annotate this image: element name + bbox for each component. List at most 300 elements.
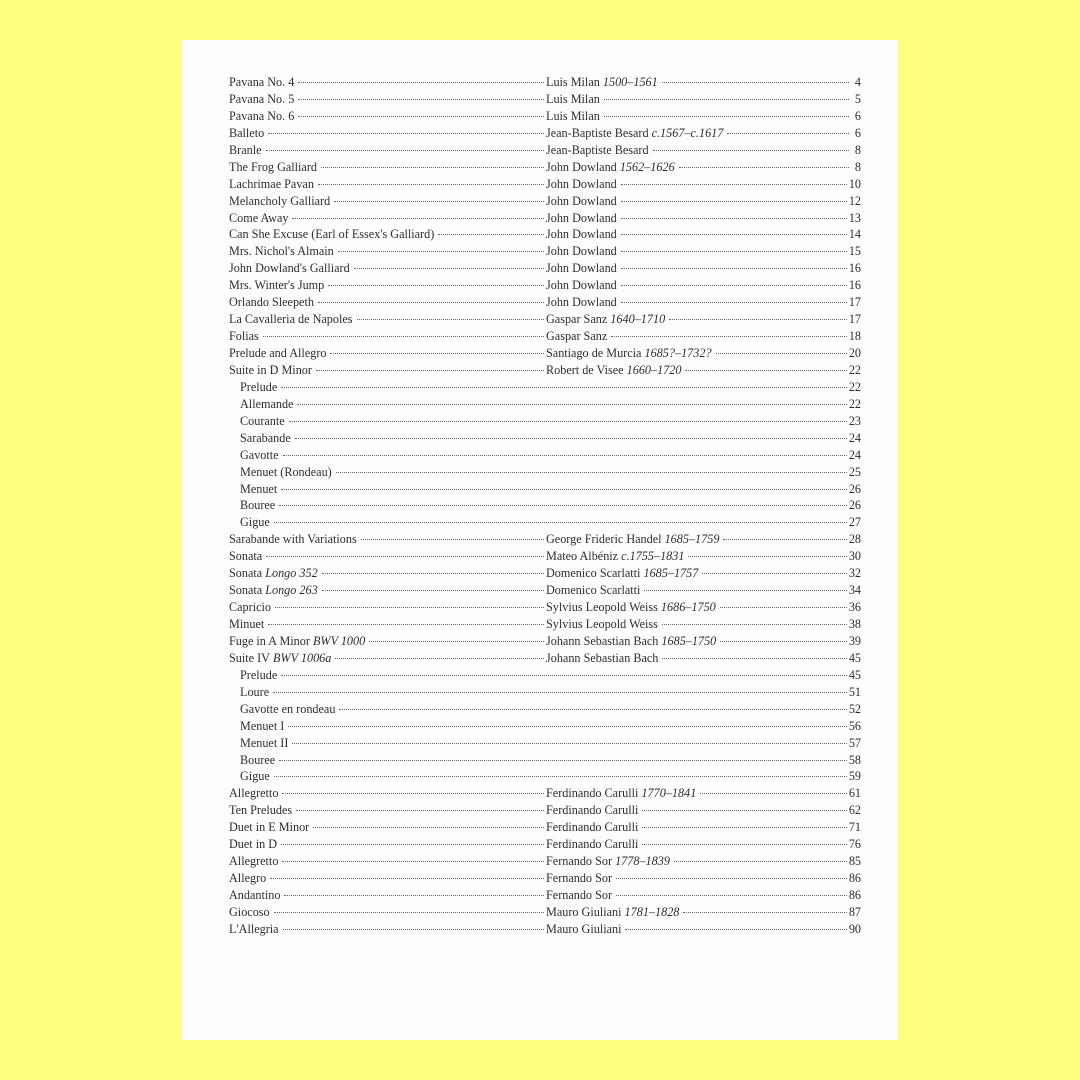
entry-title: Prelude bbox=[240, 379, 278, 394]
composer-dates: 1562–1626 bbox=[619, 159, 675, 174]
toc-entry bbox=[229, 667, 861, 684]
entry-title: Bouree bbox=[240, 498, 276, 513]
composer-dates: 1686–1750 bbox=[660, 600, 716, 615]
page-number: 14 bbox=[848, 227, 861, 242]
dot-leader bbox=[330, 353, 544, 354]
toc-entry bbox=[229, 768, 861, 785]
title-cell bbox=[229, 785, 546, 802]
title-cell bbox=[229, 752, 861, 769]
entry-title: Allegro bbox=[229, 871, 267, 886]
composer-name: Domenico Scarlatti bbox=[546, 566, 641, 581]
dot-leader bbox=[679, 167, 849, 168]
toc-entry bbox=[229, 887, 861, 904]
entry-title: Minuet bbox=[229, 617, 265, 631]
entry-title: Suite IV bbox=[229, 650, 270, 665]
dot-leader bbox=[292, 218, 544, 219]
toc-entry bbox=[229, 142, 861, 159]
toc-entry bbox=[229, 836, 861, 853]
entry-title: Gigue bbox=[240, 769, 270, 784]
title-cell bbox=[229, 836, 546, 853]
entry-title-catalog: Longo 352 bbox=[265, 566, 318, 581]
title-cell bbox=[229, 531, 546, 548]
dot-leader bbox=[621, 184, 847, 185]
page-number: 45 bbox=[848, 667, 861, 682]
entry-title: Andantino bbox=[229, 888, 281, 902]
page-number: 24 bbox=[848, 447, 861, 462]
page-number: 71 bbox=[848, 820, 861, 835]
entry-title: The Frog Galliard bbox=[229, 159, 317, 174]
toc-entry bbox=[229, 294, 861, 311]
toc-entry bbox=[229, 210, 861, 227]
composer-cell bbox=[546, 91, 861, 108]
title-cell bbox=[229, 277, 546, 294]
page-number: 5 bbox=[854, 91, 861, 106]
title-cell bbox=[229, 819, 546, 836]
dot-leader bbox=[266, 556, 544, 557]
dot-leader bbox=[669, 319, 847, 320]
page-number: 87 bbox=[848, 904, 861, 919]
entry-title: Duet in E Minor bbox=[229, 820, 310, 835]
dot-leader bbox=[288, 726, 846, 727]
dot-leader bbox=[283, 929, 544, 930]
entry-title: Allegretto bbox=[229, 786, 279, 801]
page-number: 62 bbox=[848, 803, 861, 818]
dot-leader bbox=[316, 370, 544, 371]
dot-leader bbox=[335, 658, 544, 659]
toc-entry bbox=[229, 735, 861, 752]
title-cell bbox=[229, 718, 861, 735]
dot-leader bbox=[336, 472, 847, 473]
composer-dates: 1685–1750 bbox=[661, 633, 717, 648]
toc-entry bbox=[229, 752, 861, 769]
page-number: 32 bbox=[848, 566, 861, 581]
dot-leader bbox=[274, 776, 847, 777]
dot-leader bbox=[282, 793, 544, 794]
toc-entry bbox=[229, 548, 861, 565]
title-cell bbox=[229, 345, 546, 362]
toc-entry bbox=[229, 718, 861, 735]
composer-name: Luis Milan bbox=[546, 108, 600, 123]
table-of-contents bbox=[229, 74, 861, 938]
dot-leader bbox=[318, 184, 544, 185]
composer-name: John Dowland bbox=[546, 261, 617, 276]
entry-title: Gavotte bbox=[240, 447, 279, 462]
entry-title: Capricio bbox=[229, 600, 271, 615]
page-number: 10 bbox=[848, 176, 861, 191]
entry-title: Sonata bbox=[229, 549, 263, 564]
dot-leader bbox=[702, 573, 846, 574]
dot-leader bbox=[321, 167, 544, 168]
entry-title: John Dowland's Galliard bbox=[229, 261, 350, 276]
composer-dates: 1685–1759 bbox=[664, 532, 720, 547]
document-page bbox=[182, 40, 898, 1040]
composer-dates: c.1755–1831 bbox=[621, 549, 685, 564]
toc-entry bbox=[229, 701, 861, 718]
dot-leader bbox=[621, 268, 847, 269]
entry-title: Allegretto bbox=[229, 854, 279, 869]
entry-title: Lachrimae Pavan bbox=[229, 176, 314, 191]
title-cell bbox=[229, 514, 861, 531]
page-number: 18 bbox=[848, 329, 861, 344]
page-number: 22 bbox=[848, 379, 861, 394]
entry-title-catalog: BWV 1006a bbox=[273, 650, 332, 665]
entry-title: Gavotte en rondeau bbox=[240, 701, 336, 716]
title-cell bbox=[229, 311, 546, 328]
entry-title: Gigue bbox=[240, 515, 270, 530]
composer-name: Jean-Baptiste Besard bbox=[546, 125, 649, 140]
toc-entry bbox=[229, 819, 861, 836]
composer-cell bbox=[546, 887, 861, 904]
dot-leader bbox=[621, 201, 847, 202]
dot-leader bbox=[621, 218, 847, 219]
title-cell bbox=[229, 616, 546, 633]
composer-name: Fernando Sor bbox=[546, 888, 613, 902]
page-number: 28 bbox=[848, 532, 861, 547]
title-cell bbox=[229, 464, 861, 481]
entry-title: Can She Excuse (Earl of Essex's Galliard) bbox=[229, 227, 435, 242]
title-cell bbox=[229, 802, 546, 819]
toc-entry bbox=[229, 684, 861, 701]
dot-leader bbox=[274, 912, 544, 913]
composer-name: Luis Milan bbox=[546, 91, 600, 106]
composer-name: Robert de Visee bbox=[546, 362, 624, 377]
composer-cell bbox=[546, 802, 861, 819]
title-cell bbox=[229, 193, 546, 210]
page-number: 12 bbox=[848, 193, 861, 208]
dot-leader bbox=[662, 82, 849, 83]
composer-name: Gaspar Sanz bbox=[546, 312, 608, 327]
title-cell bbox=[229, 870, 546, 887]
composer-name: Ferdinando Carulli bbox=[546, 786, 639, 801]
composer-cell bbox=[546, 616, 861, 633]
dot-leader bbox=[322, 573, 544, 574]
dot-leader bbox=[279, 505, 847, 506]
composer-cell bbox=[546, 260, 861, 277]
page-number: 56 bbox=[848, 718, 861, 733]
title-cell bbox=[229, 294, 546, 311]
toc-entry bbox=[229, 108, 861, 125]
toc-entry bbox=[229, 362, 861, 379]
dot-leader bbox=[298, 116, 544, 117]
composer-cell bbox=[546, 565, 861, 582]
composer-cell bbox=[546, 870, 861, 887]
title-cell bbox=[229, 176, 546, 193]
composer-cell bbox=[546, 582, 861, 599]
entry-title: Mrs. Winter's Jump bbox=[229, 278, 325, 293]
title-cell bbox=[229, 633, 546, 650]
toc-entry bbox=[229, 497, 861, 514]
entry-title: Mrs. Nichol's Almain bbox=[229, 244, 334, 259]
page-number: 34 bbox=[848, 583, 861, 598]
title-cell bbox=[229, 599, 546, 616]
dot-leader bbox=[281, 387, 847, 388]
page-number: 27 bbox=[848, 515, 861, 530]
entry-title: Prelude bbox=[240, 667, 278, 682]
toc-entry bbox=[229, 599, 861, 616]
title-cell bbox=[229, 447, 861, 464]
toc-entry bbox=[229, 921, 861, 938]
title-cell bbox=[229, 684, 861, 701]
composer-name: Mauro Giuliani bbox=[546, 904, 622, 919]
title-cell bbox=[229, 904, 546, 921]
title-cell bbox=[229, 430, 861, 447]
page-number: 45 bbox=[848, 650, 861, 665]
composer-cell bbox=[546, 125, 861, 142]
toc-entry bbox=[229, 328, 861, 345]
page-number: 24 bbox=[848, 430, 861, 445]
entry-title-catalog: BWV 1000 bbox=[312, 633, 366, 648]
dot-leader bbox=[683, 912, 846, 913]
page-number: 86 bbox=[848, 888, 861, 902]
composer-cell bbox=[546, 548, 861, 565]
dot-leader bbox=[273, 692, 847, 693]
composer-name: Ferdinando Carulli bbox=[546, 803, 639, 818]
entry-title: Sonata bbox=[229, 583, 263, 598]
entry-title: Duet in D bbox=[229, 837, 278, 852]
toc-entry bbox=[229, 277, 861, 294]
composer-cell bbox=[546, 311, 861, 328]
dot-leader bbox=[296, 810, 544, 811]
composer-name: John Dowland bbox=[546, 159, 617, 174]
page-number: 13 bbox=[848, 210, 861, 225]
dot-leader bbox=[611, 336, 847, 337]
toc-entry bbox=[229, 464, 861, 481]
dot-leader bbox=[720, 641, 847, 642]
dot-leader bbox=[274, 522, 847, 523]
dot-leader bbox=[282, 861, 544, 862]
page-number: 23 bbox=[848, 413, 861, 428]
toc-entry bbox=[229, 176, 861, 193]
page-number: 20 bbox=[848, 346, 861, 360]
toc-entry bbox=[229, 379, 861, 396]
dot-leader bbox=[644, 590, 846, 591]
composer-cell bbox=[546, 836, 861, 853]
dot-leader bbox=[616, 895, 847, 896]
page-number: 22 bbox=[848, 396, 861, 411]
page-number: 90 bbox=[848, 921, 861, 936]
entry-title: Suite in D Minor bbox=[229, 362, 312, 377]
toc-entry bbox=[229, 413, 861, 430]
composer-name: Sylvius Leopold Weiss bbox=[546, 617, 658, 631]
dot-leader bbox=[604, 116, 849, 117]
toc-entry bbox=[229, 193, 861, 210]
composer-name: John Dowland bbox=[546, 210, 617, 225]
toc-entry bbox=[229, 311, 861, 328]
composer-cell bbox=[546, 633, 861, 650]
title-cell bbox=[229, 701, 861, 718]
composer-cell bbox=[546, 142, 861, 159]
composer-cell bbox=[546, 904, 861, 921]
title-cell bbox=[229, 362, 546, 379]
composer-name: Sylvius Leopold Weiss bbox=[546, 600, 658, 615]
title-cell bbox=[229, 379, 861, 396]
dot-leader bbox=[662, 624, 847, 625]
dot-leader bbox=[688, 556, 846, 557]
title-cell bbox=[229, 413, 861, 430]
page-number: 61 bbox=[848, 786, 861, 801]
composer-cell bbox=[546, 531, 861, 548]
composer-name: John Dowland bbox=[546, 244, 617, 259]
entry-title: Giocoso bbox=[229, 904, 270, 919]
entry-title: Menuet bbox=[240, 481, 278, 496]
composer-dates: 1770–1841 bbox=[641, 786, 697, 801]
dot-leader bbox=[295, 438, 847, 439]
composer-name: John Dowland bbox=[546, 278, 617, 293]
title-cell bbox=[229, 243, 546, 260]
page-number: 6 bbox=[854, 125, 861, 140]
dot-leader bbox=[616, 878, 847, 879]
composer-name: Ferdinando Carulli bbox=[546, 820, 639, 835]
dot-leader bbox=[283, 455, 847, 456]
composer-name: Fernando Sor bbox=[546, 871, 613, 886]
page-number: 58 bbox=[848, 752, 861, 767]
entry-title: Loure bbox=[240, 684, 270, 699]
composer-cell bbox=[546, 226, 861, 243]
toc-entry bbox=[229, 565, 861, 582]
composer-cell bbox=[546, 108, 861, 125]
dot-leader bbox=[281, 489, 847, 490]
toc-entry bbox=[229, 226, 861, 243]
entry-title: Come Away bbox=[229, 210, 289, 225]
entry-title: Sonata bbox=[229, 566, 263, 581]
page-number: 51 bbox=[848, 684, 861, 699]
composer-name: Fernando Sor bbox=[546, 854, 613, 869]
page-number: 15 bbox=[848, 244, 861, 259]
page-number: 76 bbox=[848, 837, 861, 852]
dot-leader bbox=[653, 150, 849, 151]
page-number: 17 bbox=[848, 295, 861, 310]
dot-leader bbox=[621, 251, 847, 252]
toc-entry bbox=[229, 159, 861, 176]
title-cell bbox=[229, 548, 546, 565]
dot-leader bbox=[625, 929, 846, 930]
title-cell bbox=[229, 260, 546, 277]
title-cell bbox=[229, 74, 546, 91]
dot-leader bbox=[720, 607, 847, 608]
page-number: 36 bbox=[848, 600, 861, 615]
dot-leader bbox=[284, 895, 544, 896]
toc-entry bbox=[229, 531, 861, 548]
entry-title: Balleto bbox=[229, 125, 265, 140]
composer-cell bbox=[546, 345, 861, 362]
composer-name: Ferdinando Carulli bbox=[546, 837, 639, 852]
dot-leader bbox=[716, 353, 847, 354]
dot-leader bbox=[298, 99, 544, 100]
page-number: 22 bbox=[848, 362, 861, 377]
composer-name: John Dowland bbox=[546, 193, 617, 208]
composer-dates: 1685?–1732? bbox=[644, 346, 712, 360]
dot-leader bbox=[723, 539, 846, 540]
dot-leader bbox=[263, 336, 544, 337]
toc-entry bbox=[229, 345, 861, 362]
toc-entry bbox=[229, 91, 861, 108]
composer-cell bbox=[546, 193, 861, 210]
page-number: 39 bbox=[848, 633, 861, 648]
composer-dates: 1640–1710 bbox=[610, 312, 666, 327]
entry-title: Menuet I bbox=[240, 718, 285, 733]
title-cell bbox=[229, 853, 546, 870]
entry-title: Orlando Sleepeth bbox=[229, 295, 314, 310]
page-number: 16 bbox=[848, 261, 861, 276]
composer-name: Mauro Giuliani bbox=[546, 921, 622, 936]
composer-name: John Dowland bbox=[546, 295, 617, 310]
page-number: 26 bbox=[848, 498, 861, 513]
entry-title: Pavana No. 6 bbox=[229, 108, 295, 123]
toc-entry bbox=[229, 785, 861, 802]
composer-cell bbox=[546, 159, 861, 176]
composer-dates: 1781–1828 bbox=[624, 904, 680, 919]
entry-title: Ten Preludes bbox=[229, 803, 293, 818]
composer-dates: 1685–1757 bbox=[643, 566, 699, 581]
toc-entry bbox=[229, 260, 861, 277]
composer-cell bbox=[546, 210, 861, 227]
title-cell bbox=[229, 582, 546, 599]
dot-leader bbox=[298, 82, 544, 83]
dot-leader bbox=[642, 810, 846, 811]
entry-title: Sarabande with Variations bbox=[229, 532, 357, 547]
title-cell bbox=[229, 142, 546, 159]
composer-dates: 1660–1720 bbox=[626, 362, 682, 377]
composer-cell bbox=[546, 853, 861, 870]
dot-leader bbox=[361, 539, 544, 540]
title-cell bbox=[229, 210, 546, 227]
composer-cell bbox=[546, 650, 861, 667]
page-number: 86 bbox=[848, 871, 861, 886]
toc-entry bbox=[229, 396, 861, 413]
dot-leader bbox=[621, 302, 847, 303]
dot-leader bbox=[334, 201, 544, 202]
dot-leader bbox=[297, 404, 846, 405]
title-cell bbox=[229, 226, 546, 243]
composer-cell bbox=[546, 277, 861, 294]
dot-leader bbox=[438, 234, 544, 235]
dot-leader bbox=[642, 844, 846, 845]
title-cell bbox=[229, 887, 546, 904]
toc-entry bbox=[229, 447, 861, 464]
composer-cell bbox=[546, 176, 861, 193]
page-number: 16 bbox=[848, 278, 861, 293]
toc-entry bbox=[229, 616, 861, 633]
dot-leader bbox=[354, 268, 544, 269]
page-number: 6 bbox=[854, 108, 861, 123]
toc-entry bbox=[229, 243, 861, 260]
composer-name: George Frideric Handel bbox=[546, 532, 662, 547]
entry-title: Fuge in A Minor bbox=[229, 633, 310, 648]
dot-leader bbox=[266, 150, 545, 151]
toc-entry bbox=[229, 582, 861, 599]
composer-name: John Dowland bbox=[546, 227, 617, 242]
page-number: 59 bbox=[848, 769, 861, 784]
title-cell bbox=[229, 481, 861, 498]
title-cell bbox=[229, 497, 861, 514]
composer-dates: 1778–1839 bbox=[615, 854, 670, 869]
composer-cell bbox=[546, 362, 861, 379]
composer-cell bbox=[546, 243, 861, 260]
dot-leader bbox=[268, 133, 544, 134]
dot-leader bbox=[369, 641, 544, 642]
entry-title: Menuet (Rondeau) bbox=[240, 464, 332, 479]
page-number: 25 bbox=[848, 464, 861, 479]
dot-leader bbox=[339, 709, 846, 710]
entry-title: Branle bbox=[229, 142, 262, 157]
composer-cell bbox=[546, 599, 861, 616]
entry-title: Folias bbox=[229, 329, 259, 344]
dot-leader bbox=[642, 827, 846, 828]
entry-title: Prelude and Allegro bbox=[229, 346, 327, 360]
title-cell bbox=[229, 565, 546, 582]
composer-name: Luis Milan bbox=[546, 75, 600, 89]
page-number: 38 bbox=[848, 617, 861, 631]
